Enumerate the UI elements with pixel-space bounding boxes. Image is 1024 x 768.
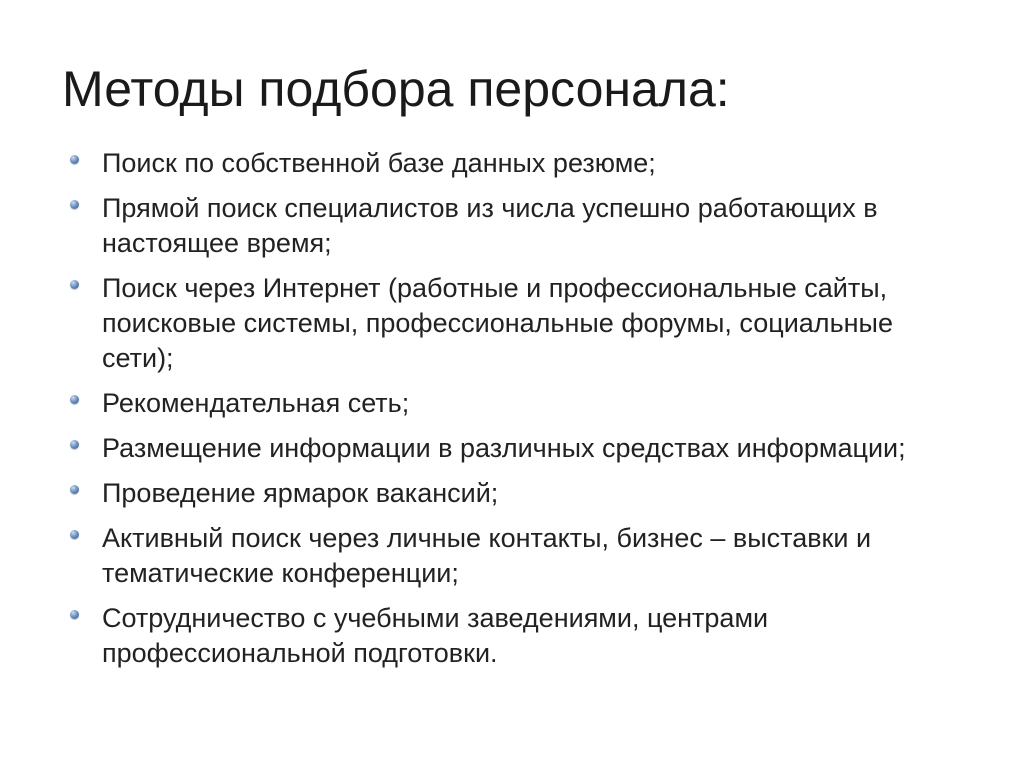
list-item [70,601,970,671]
bullet-icon [70,610,79,619]
list-item-text: Поиск через Интернет (работные и профессиональные сайты, поисковые системы, профессиональные форумы, социальные сети); [102,273,893,373]
bullet-icon [70,280,79,289]
list-item [70,476,970,511]
list-item [70,386,970,421]
list-item-text: Прямой поиск специалистов из числа успешно работающих в настоящее время; [102,193,878,258]
list-item [70,521,970,591]
list-item [70,271,970,376]
slide-title: Методы подбора персонала: [62,61,730,117]
list-item-text: Поиск по собственной базе данных резюме; [102,148,656,178]
list-item-text: Активный поиск через личные контакты, бизнес – выставки и тематические конференции; [102,523,872,588]
bullet-icon [70,395,79,404]
list-item-text: Проведение ярмарок вакансий; [102,478,499,508]
bullet-list [70,146,970,681]
list-item [70,146,970,181]
list-item-text: Рекомендательная сеть; [102,388,410,418]
bullet-icon [70,485,79,494]
bullet-icon [70,200,79,209]
list-item [70,431,970,466]
bullet-icon [70,530,79,539]
list-item [70,191,970,261]
bullet-icon [70,155,79,164]
list-item-text: Размещение информации в различных средствах информации; [102,433,906,463]
bullet-icon [70,440,79,449]
list-item-text: Сотрудничество с учебными заведениями, центрами профессиональной подготовки. [102,603,769,668]
